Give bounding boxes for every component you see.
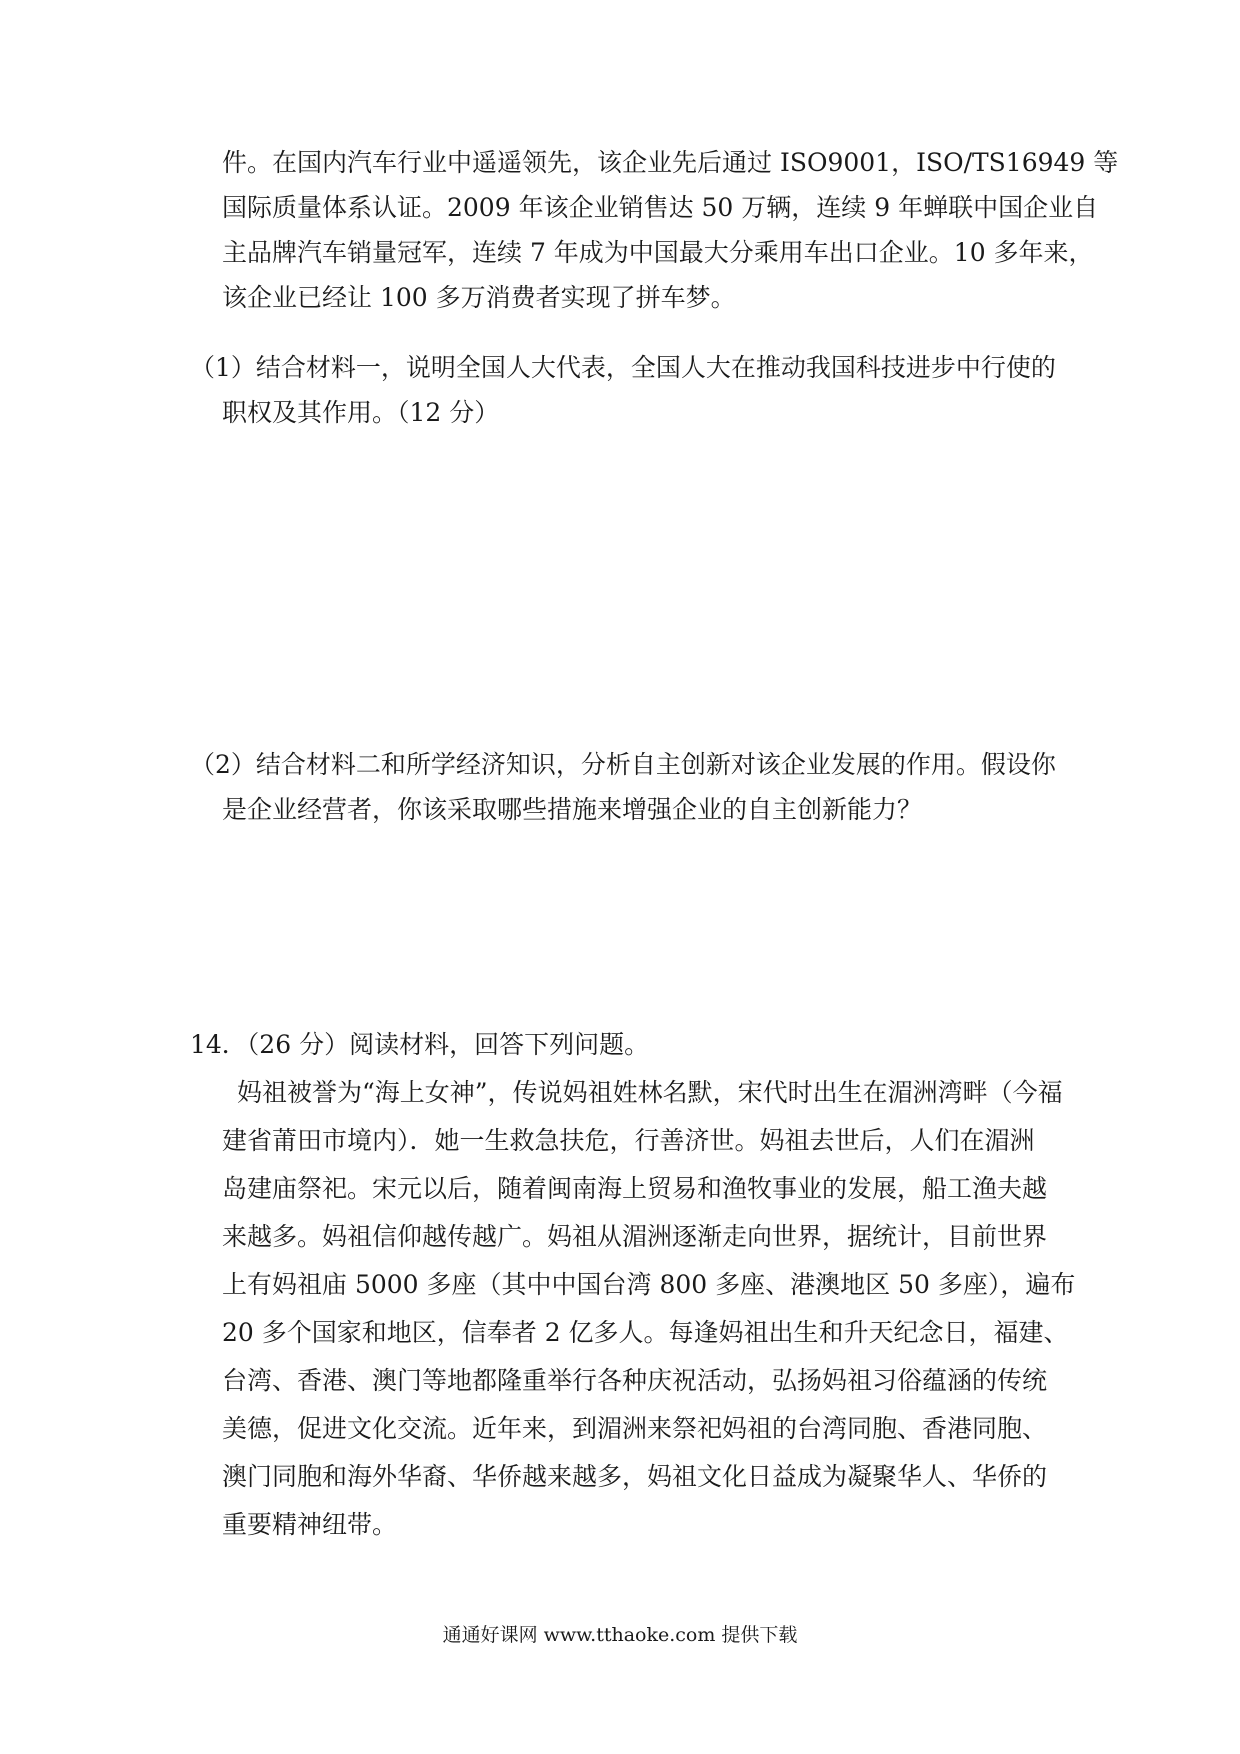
paragraph-line: 20 多个国家和地区，信奉者 2 亿多人。每逢妈祖出生和升天纪念日，福建、 xyxy=(222,1318,1069,1347)
paragraph-line: 来越多。妈祖信仰越传越广。妈祖从湄洲逐渐走向世界，据统计，目前世界 xyxy=(222,1222,1048,1251)
question-text: （1）结合材料一，说明全国人大代表，全国人大在推动我国科技进步中行使的 xyxy=(190,353,1056,382)
page-footer: 通通好课网 www.tthaoke.com 提供下载 xyxy=(442,1624,798,1646)
text-line: 国际质量体系认证。2009 年该企业销售达 50 万辆，连续 9 年蝉联中国企业自 xyxy=(222,193,1099,222)
text-line: 该企业已经让 100 多万消费者实现了拼车梦。 xyxy=(222,283,736,312)
question-text: 是企业经营者，你该采取哪些措施来增强企业的自主创新能力？ xyxy=(222,795,923,824)
paragraph-line: 岛建庙祭祀。宋元以后，随着闽南海上贸易和渔牧事业的发展，船工渔夫越 xyxy=(222,1174,1048,1203)
text-line: 件。在国内汽车行业中遥遥领先，该企业先后通过 ISO9001，ISO/TS16949 等 xyxy=(222,148,1119,177)
paragraph-line: 重要精神纽带。 xyxy=(222,1510,398,1539)
paragraph-line: 美德，促进文化交流。近年来，到湄洲来祭祀妈祖的台湾同胞、香港同胞、 xyxy=(222,1414,1048,1443)
paragraph-line: 上有妈祖庙 5000 多座（其中中国台湾 800 多座、港澳地区 50 多座），遍布 xyxy=(222,1270,1076,1299)
paragraph-line: 台湾、香港、澳门等地都隆重举行各种庆祝活动，弘扬妈祖习俗蕴涵的传统 xyxy=(222,1366,1048,1395)
paragraph-line: 澳门同胞和海外华裔、华侨越来越多，妈祖文化日益成为凝聚华人、华侨的 xyxy=(222,1462,1048,1491)
paragraph-line: 建省莆田市境内）．她一生救急扶危，行善济世。妈祖去世后，人们在湄洲 xyxy=(222,1126,1035,1155)
question-text: （2）结合材料二和所学经济知识，分析自主创新对该企业发展的作用。假设你 xyxy=(190,750,1056,779)
question-heading: 14．（26 分）阅读材料，回答下列问题。 xyxy=(190,1030,650,1059)
question-text: 职权及其作用。（12 分） xyxy=(222,398,500,427)
text-line: 主品牌汽车销量冠军，连续 7 年成为中国最大分乘用车出口企业。10 多年来， xyxy=(222,238,1094,267)
paragraph-line: 妈祖被誉为“海上女神”，传说妈祖姓林名默，宋代时出生在湄洲湾畔（今福 xyxy=(237,1078,1063,1107)
